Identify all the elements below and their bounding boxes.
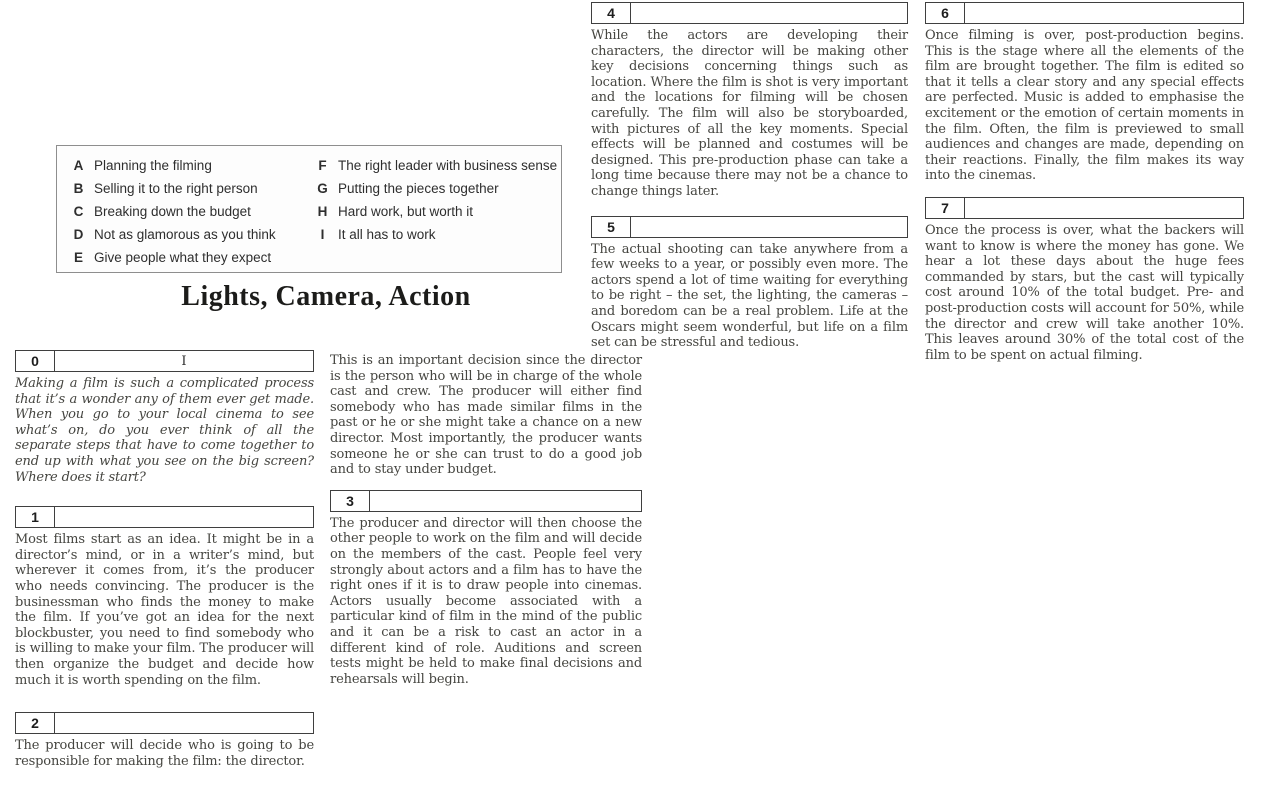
paragraph-1: Most films start as an idea. It might be in a director’s mind, or in a writer’s mind, but wherever it comes from, it’s the producer who needs convincing. The producer is the businessman who finds the money to make the film. If you’ve got an idea for the next blockbuster, you need to find somebody who is willing to make your film. The producer will then organize the budget and decide how much it is worth spending on the film. [15, 532, 314, 688]
answer-box-3 [330, 490, 642, 512]
option-a-letter: A [73, 158, 84, 173]
paragraph-6: Once filming is over, post-production begins. This is the stage where all the elements of the film are brought together. The film is edited so that it tells a clear story and any special effects are perfected. Music is added to emphasise the excitement or the emotion of certain moments in the film. Often, the film is previewed to small audiences and changes are made, depending on their reactions. Finally, the film makes its way into the cinemas. [925, 28, 1244, 184]
answer-box-6 [925, 2, 1244, 24]
answer-box-3-number: 3 [331, 491, 370, 511]
paragraph-2-continuation: This is an important decision since the director is the person who will be in charge of the whole cast and crew. The producer will either find somebody who has made similar films in the past or he or she might take a chance on a new director. Most importantly, the producer wants someone he or she can trust to do a good job and to stay under budget. [330, 353, 642, 478]
option-d [73, 223, 317, 246]
option-i [317, 223, 561, 246]
answer-box-5-number: 5 [592, 217, 631, 237]
answer-box-1-number: 1 [16, 507, 55, 527]
answer-box-7-answer[interactable] [965, 198, 1243, 218]
paragraph-0: Making a film is such a complicated process that it’s a wonder any of them ever get made. When you go to your local cinema to see what’s on, do you ever think of all the separate steps that have to come together to end up with what you see on the big screen? Where does it start? [15, 376, 314, 485]
option-e-letter: E [73, 250, 83, 265]
text-column-1 [15, 350, 314, 769]
option-f [317, 154, 561, 177]
option-f-letter: F [318, 158, 327, 173]
answer-box-1 [15, 506, 314, 528]
option-g-letter: G [317, 181, 328, 196]
option-c [73, 200, 317, 223]
option-i-label: It all has to work [338, 227, 436, 242]
option-d-label: Not as glamorous as you think [94, 227, 276, 242]
headings-column-right [317, 154, 561, 272]
answer-box-3-answer[interactable] [370, 491, 641, 511]
paragraph-7: Once the process is over, what the backers will want to know is where the money has gone. We hear a lot these days about the huge fees commanded by stars, but the cast will typically cost around 10% of the total budget. Pre- and post-production costs will account for 50%, while the director and crew will take another 10%. This leaves around 30% of the total cost of the film to be spent on actual filming. [925, 222, 1244, 363]
option-c-letter: C [73, 204, 84, 219]
option-h-label: Hard work, but worth it [338, 204, 474, 219]
text-column-4 [925, 2, 1244, 363]
paragraph-4: While the actors are developing their characters, the director will be making other key decisions concerning things such as location. Where the film is shot is very important and the locations for filming will be chosen carefully. The film will also be storyboarded, with pictures of all the key moments. Special effects will be planned and costumes will be designed. This pre-production phase can take a long time because there may not be a chance to change things later. [591, 28, 908, 199]
option-h-letter: H [317, 204, 328, 219]
answer-box-0 [15, 350, 314, 372]
option-h [317, 200, 561, 223]
article-title: Lights, Camera, Action [181, 281, 471, 312]
answer-box-7 [925, 197, 1244, 219]
option-g [317, 177, 561, 200]
option-f-label: The right leader with business sense [338, 158, 558, 173]
answer-box-4 [591, 2, 908, 24]
text-column-2 [330, 353, 642, 687]
option-a [73, 154, 317, 177]
option-e-label: Give people what they expect [94, 250, 272, 265]
answer-box-6-answer[interactable] [965, 3, 1243, 23]
answer-box-0-number: 0 [16, 351, 55, 371]
answer-box-6-number: 6 [926, 3, 965, 23]
answer-box-2-number: 2 [16, 713, 55, 733]
option-c-label: Breaking down the budget [94, 204, 251, 219]
option-a-label: Planning the filming [94, 158, 212, 173]
headings-option-box [56, 145, 562, 273]
option-b [73, 177, 317, 200]
option-e [73, 246, 317, 269]
answer-box-4-number: 4 [592, 3, 631, 23]
answer-box-0-answer[interactable]: I [181, 353, 187, 369]
answer-box-1-answer[interactable] [55, 507, 313, 527]
option-i-letter: I [320, 227, 325, 242]
option-b-letter: B [73, 181, 84, 196]
text-column-3 [591, 2, 908, 351]
answer-box-2 [15, 712, 314, 734]
answer-box-5-answer[interactable] [631, 217, 907, 237]
answer-box-5 [591, 216, 908, 238]
answer-box-2-answer[interactable] [55, 713, 313, 733]
option-b-label: Selling it to the right person [94, 181, 258, 196]
headings-column-left [73, 154, 317, 272]
option-g-label: Putting the pieces together [338, 181, 499, 196]
paragraph-2: The producer will decide who is going to be responsible for making the film: the director. [15, 738, 314, 769]
paragraph-3: The producer and director will then choose the other people to work on the film and will decide on the members of the cast. People feel very strongly about actors and a film has to have the right ones if it is to draw people into cinemas. Actors usually become associated with a particular kind of film in the mind of the public and it can be a risk to cast an actor in a different kind of role. Auditions and screen tests might be held to make final decisions and rehearsals will begin. [330, 515, 642, 687]
option-d-letter: D [73, 227, 84, 242]
answer-box-4-answer[interactable] [631, 3, 907, 23]
paragraph-5: The actual shooting can take anywhere from a few weeks to a year, or possibly even more. The actors spend a lot of time waiting for everything to be right – the set, the lighting, the cameras – and boredom can be a real problem. Life at the Oscars might seem wonderful, but life on a film set can be stressful and tedious. [591, 241, 908, 351]
answer-box-7-number: 7 [926, 198, 965, 218]
